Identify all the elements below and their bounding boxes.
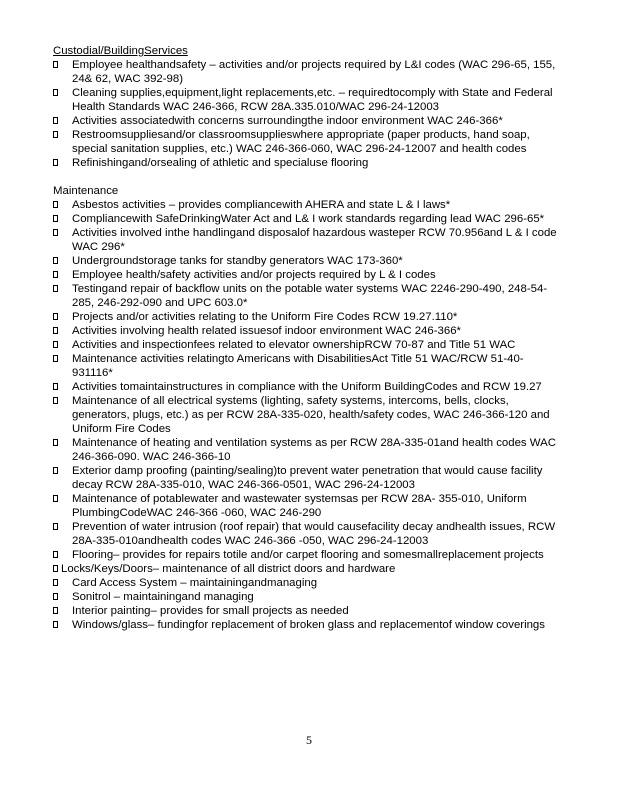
list-item: Asbestos activities – provides compliancewith AHERA and state L & I laws* [53,198,563,212]
list-item: Maintenance activities relatingto Americans with DisabilitiesAct Title 51 WAC/RCW 51-40-931116* [53,352,563,380]
bullet-icon [53,201,58,208]
page-number: 5 [306,733,312,747]
list-item: Refinishingand/orsealing of athletic and specialuse flooring [53,156,563,170]
list-item: Undergroundstorage tanks for standby generators WAC 173-360* [53,254,563,268]
bullet-icon [53,89,58,96]
list-item: Testingand repair of backflow units on the potable water systems WAC 2246-290-490, 248-54-285, 246-292-090 and UPC 603.0* [53,282,563,310]
bullet-icon [53,523,58,530]
bullet-icon [53,271,58,278]
list-item: Maintenance of potablewater and wastewater systemsas per RCW 28A- 355-010, Uniform PlumbingCodeWAC 246-366 -060, WAC 246-290 [53,492,563,520]
list-item: Locks/Keys/Doors– maintenance of all district doors and hardware [53,562,563,576]
bullet-icon [53,285,58,292]
list-item: Flooring– provides for repairs totile and/or carpet flooring and somesmallreplacement projects [53,548,563,562]
list-item: Interior painting– provides for small projects as needed [53,604,563,618]
bullet-icon [53,551,58,558]
list-item: Cleaning supplies,equipment,light replacements,etc. – requiredtocomply with State and Federal Health Standards WAC 246-366, RCW 28A.335.010/WAC 296-24-12003 [53,86,563,114]
list-item: Activities involving health related issuesof indoor environment WAC 246-366* [53,324,563,338]
bullet-icon [53,439,58,446]
list-item: Activities involved inthe handlingand disposalof hazardous wasteper RCW 70.956and L & I code WAC 296* [53,226,563,254]
bullet-icon [53,215,58,222]
list-item: Card Access System – maintainingandmanaging [53,576,563,590]
bullet-icon [53,61,58,68]
bullet-icon [53,131,58,138]
list-item: Employee healthandsafety – activities and/or projects required by L&I codes (WAC 296-65, 155, 24& 62, WAC 392-98) [53,58,563,86]
bullet-icon [53,159,58,166]
bullet-icon [53,383,58,390]
bullet-icon [53,229,58,236]
list-item: Prevention of water intrusion (roof repair) that would causefacility decay andhealth issues, RCW 28A-335-010andhealth codes WAC 246-366 -050, WAC 296-24-12003 [53,520,563,548]
bullet-icon [53,621,58,628]
bullet-icon [53,579,58,586]
bullet-icon [53,117,58,124]
bullet-icon [53,397,58,404]
list-item: Employee health/safety activities and/or projects required by L & I codes [53,268,563,282]
list-item: Compliancewith SafeDrinkingWater Act and L& I work standards regarding lead WAC 296-65* [53,212,563,226]
document-body [53,44,563,632]
list-item: Maintenance of heating and ventilation systems as per RCW 28A-335-01and health codes WAC 246-366-090. WAC 246-366-10 [53,436,563,464]
list-item: Activities tomaintainstructures in compliance with the Uniform BuildingCodes and RCW 19.27 [53,380,563,394]
bullet-icon [53,327,58,334]
bullet-icon [53,495,58,502]
bullet-icon [53,313,58,320]
bullet-icon [53,565,58,572]
list-item: Windows/glass– fundingfor replacement of broken glass and replacementof window coverings [53,618,563,632]
list-item: Maintenance of all electrical systems (lighting, safety systems, intercoms, bells, clocks, generators, plugs, etc.) as per RCW 28A-335-020, health/safety codes, WAC 246-366-120 and Uniform Fire Codes [53,394,563,436]
section-spacer [53,170,563,184]
list-item: Activities and inspectionfees related to elevator ownershipRCW 70-87 and Title 51 WAC [53,338,563,352]
list-item: Projects and/or activities relating to the Uniform Fire Codes RCW 19.27.110* [53,310,563,324]
list-item: Activities associatedwith concerns surroundingthe indoor environment WAC 246-366* [53,114,563,128]
list-item: Restroomsuppliesand/or classroomsupplieswhere appropriate (paper products, hand soap, special sanitation supplies, etc.) WAC 246-366-060, WAC 296-24-12007 and health codes [53,128,563,156]
section-title-maintenance: Maintenance [53,185,119,197]
maintenance-list [53,198,563,632]
list-item: Sonitrol – maintainingand managing [53,590,563,604]
bullet-icon [53,341,58,348]
bullet-icon [53,593,58,600]
bullet-icon [53,467,58,474]
bullet-icon [53,257,58,264]
section-title-custodial: Custodial/BuildingServices [53,45,188,57]
custodial-list [53,58,563,170]
bullet-icon [53,355,58,362]
list-item: Exterior damp proofing (painting/sealing)to prevent water penetration that would cause facility decay RCW 28A-335-010, WAC 246-366-0501, WAC 296-24-12003 [53,464,563,492]
bullet-icon [53,607,58,614]
